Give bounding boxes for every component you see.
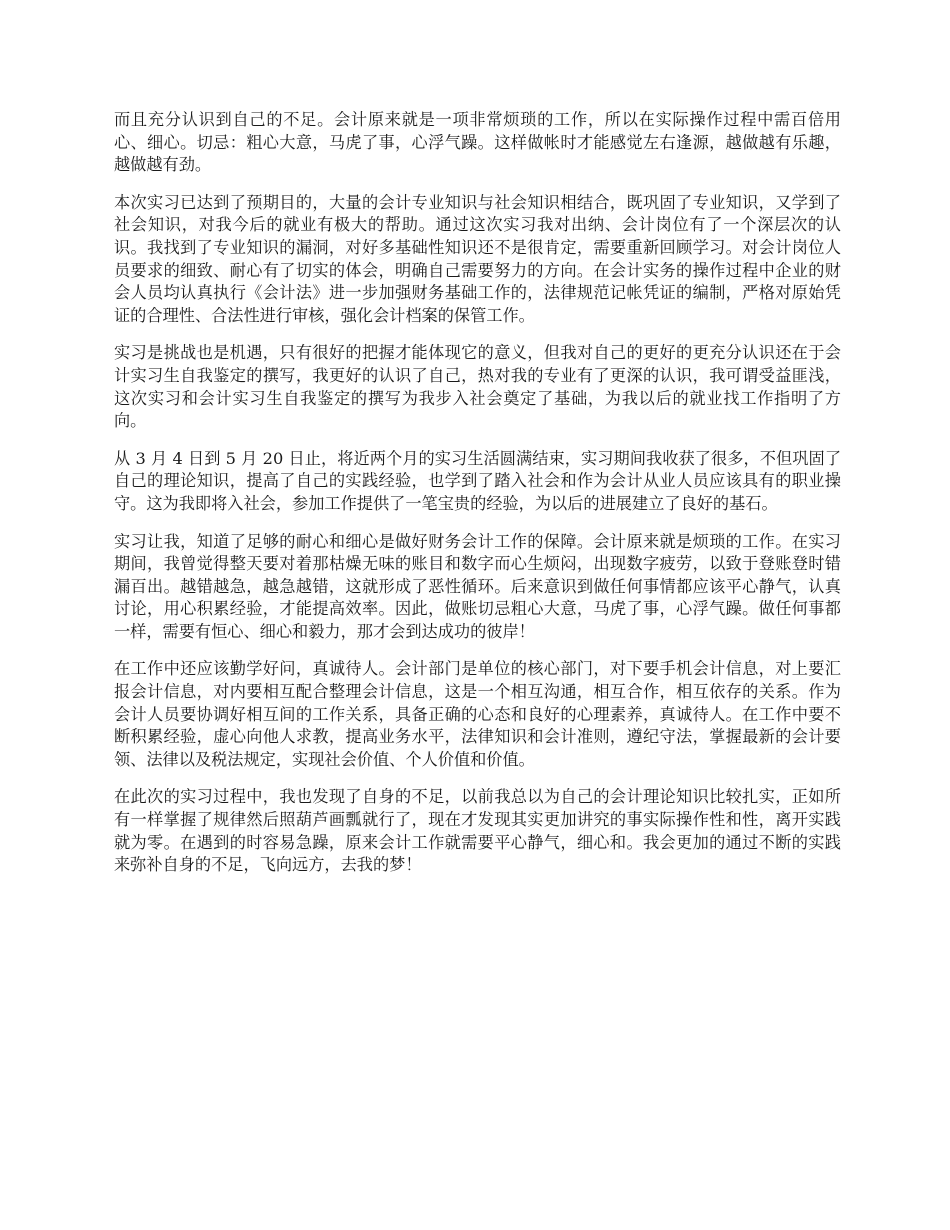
paragraph-2: 本次实习已达到了预期目的，大量的会计专业知识与社会知识相结合，既巩固了专业知识，又学到了社会知识，对我今后的就业有极大的帮助。通过这次实习我对出纳、会计岗位有了一个深层次的认识。我找到了专业知识的漏洞，对好多基础性知识还不是很肯定，需要重新回顾学习。对会计岗位人员要求的细致、耐心有了切实的体会，明确自己需要努力的方向。在会计实务的操作过程中企业的财会人员均认真执行《会计法》进一步加强财务基础工作的，法律规范记帐凭证的编制，严格对原始凭证的合理性、合法性进行审核，强化会计档案的保管工作。 [114, 192, 841, 325]
document-body [114, 109, 841, 892]
paragraph-7: 在此次的实习过程中，我也发现了自身的不足，以前我总以为自己的会计理论知识比较扎实，正如所有一样掌握了规律然后照葫芦画瓢就行了，现在才发现其实更加讲究的事实际操作性和性，离开实践就为零。在遇到的时容易急躁，原来会计工作就需要平心静气，细心和。我会更加的通过不断的实践来弥补自身的不足，飞向远方，去我的梦！ [114, 787, 841, 875]
paragraph-3: 实习是挑战也是机遇，只有很好的把握才能体现它的意义，但我对自己的更好的更充分认识还在于会计实习生自我鉴定的撰写，我更好的认识了自己，热对我的专业有了更深的认识，我可谓受益匪浅，这次实习和会计实习生自我鉴定的撰写为我步入社会奠定了基础，为我以后的就业找工作指明了方向。 [114, 343, 841, 431]
paragraph-4: 从 3 月 4 日到 5 月 20 日止，将近两个月的实习生活圆满结束，实习期间我收获了很多，不但巩固了自己的理论知识，提高了自己的实践经验，也学到了踏入社会和作为会计从业人员应该具有的职业操守。这为我即将入社会，参加工作提供了一笔宝贵的经验，为以后的进展建立了良好的基石。 [114, 448, 841, 513]
paragraph-1: 而且充分认识到自己的不足。会计原来就是一项非常烦琐的工作，所以在实际操作过程中需百倍用心、细心。切忌：粗心大意，马虎了事，心浮气躁。这样做帐时才能感觉左右逢源，越做越有乐趣，越做越有劲。 [114, 110, 841, 175]
paragraph-5: 实习让我，知道了足够的耐心和细心是做好财务会计工作的保障。会计原来就是烦琐的工作。在实习期间，我曾觉得整天要对着那枯燥无味的账目和数字而心生烦闷，出现数字疲劳，以致于登账登时错漏百出。越错越急，越急越错，这就形成了恶性循环。后来意识到做任何事情都应该平心静气，认真讨论，用心积累经验，才能提高效率。因此，做账切忌粗心大意，马虎了事，心浮气躁。做任何事都一样，需要有恒心、细心和毅力，那才会到达成功的彼岸！ [114, 531, 841, 641]
paragraph-6: 在工作中还应该勤学好问，真诚待人。会计部门是单位的核心部门，对下要手机会计信息，对上要汇报会计信息，对内要相互配合整理会计信息，这是一个相互沟通，相互合作，相互依存的关系。作为会计人员要协调好相互间的工作关系，具备正确的心态和良好的心理素养，真诚待人。在工作中要不断积累经验，虚心向他人求教，提高业务水平，法律知识和会计准则，遵纪守法，掌握最新的会计要领、法律以及税法规定，实现社会价值、个人价值和价值。 [114, 659, 841, 769]
